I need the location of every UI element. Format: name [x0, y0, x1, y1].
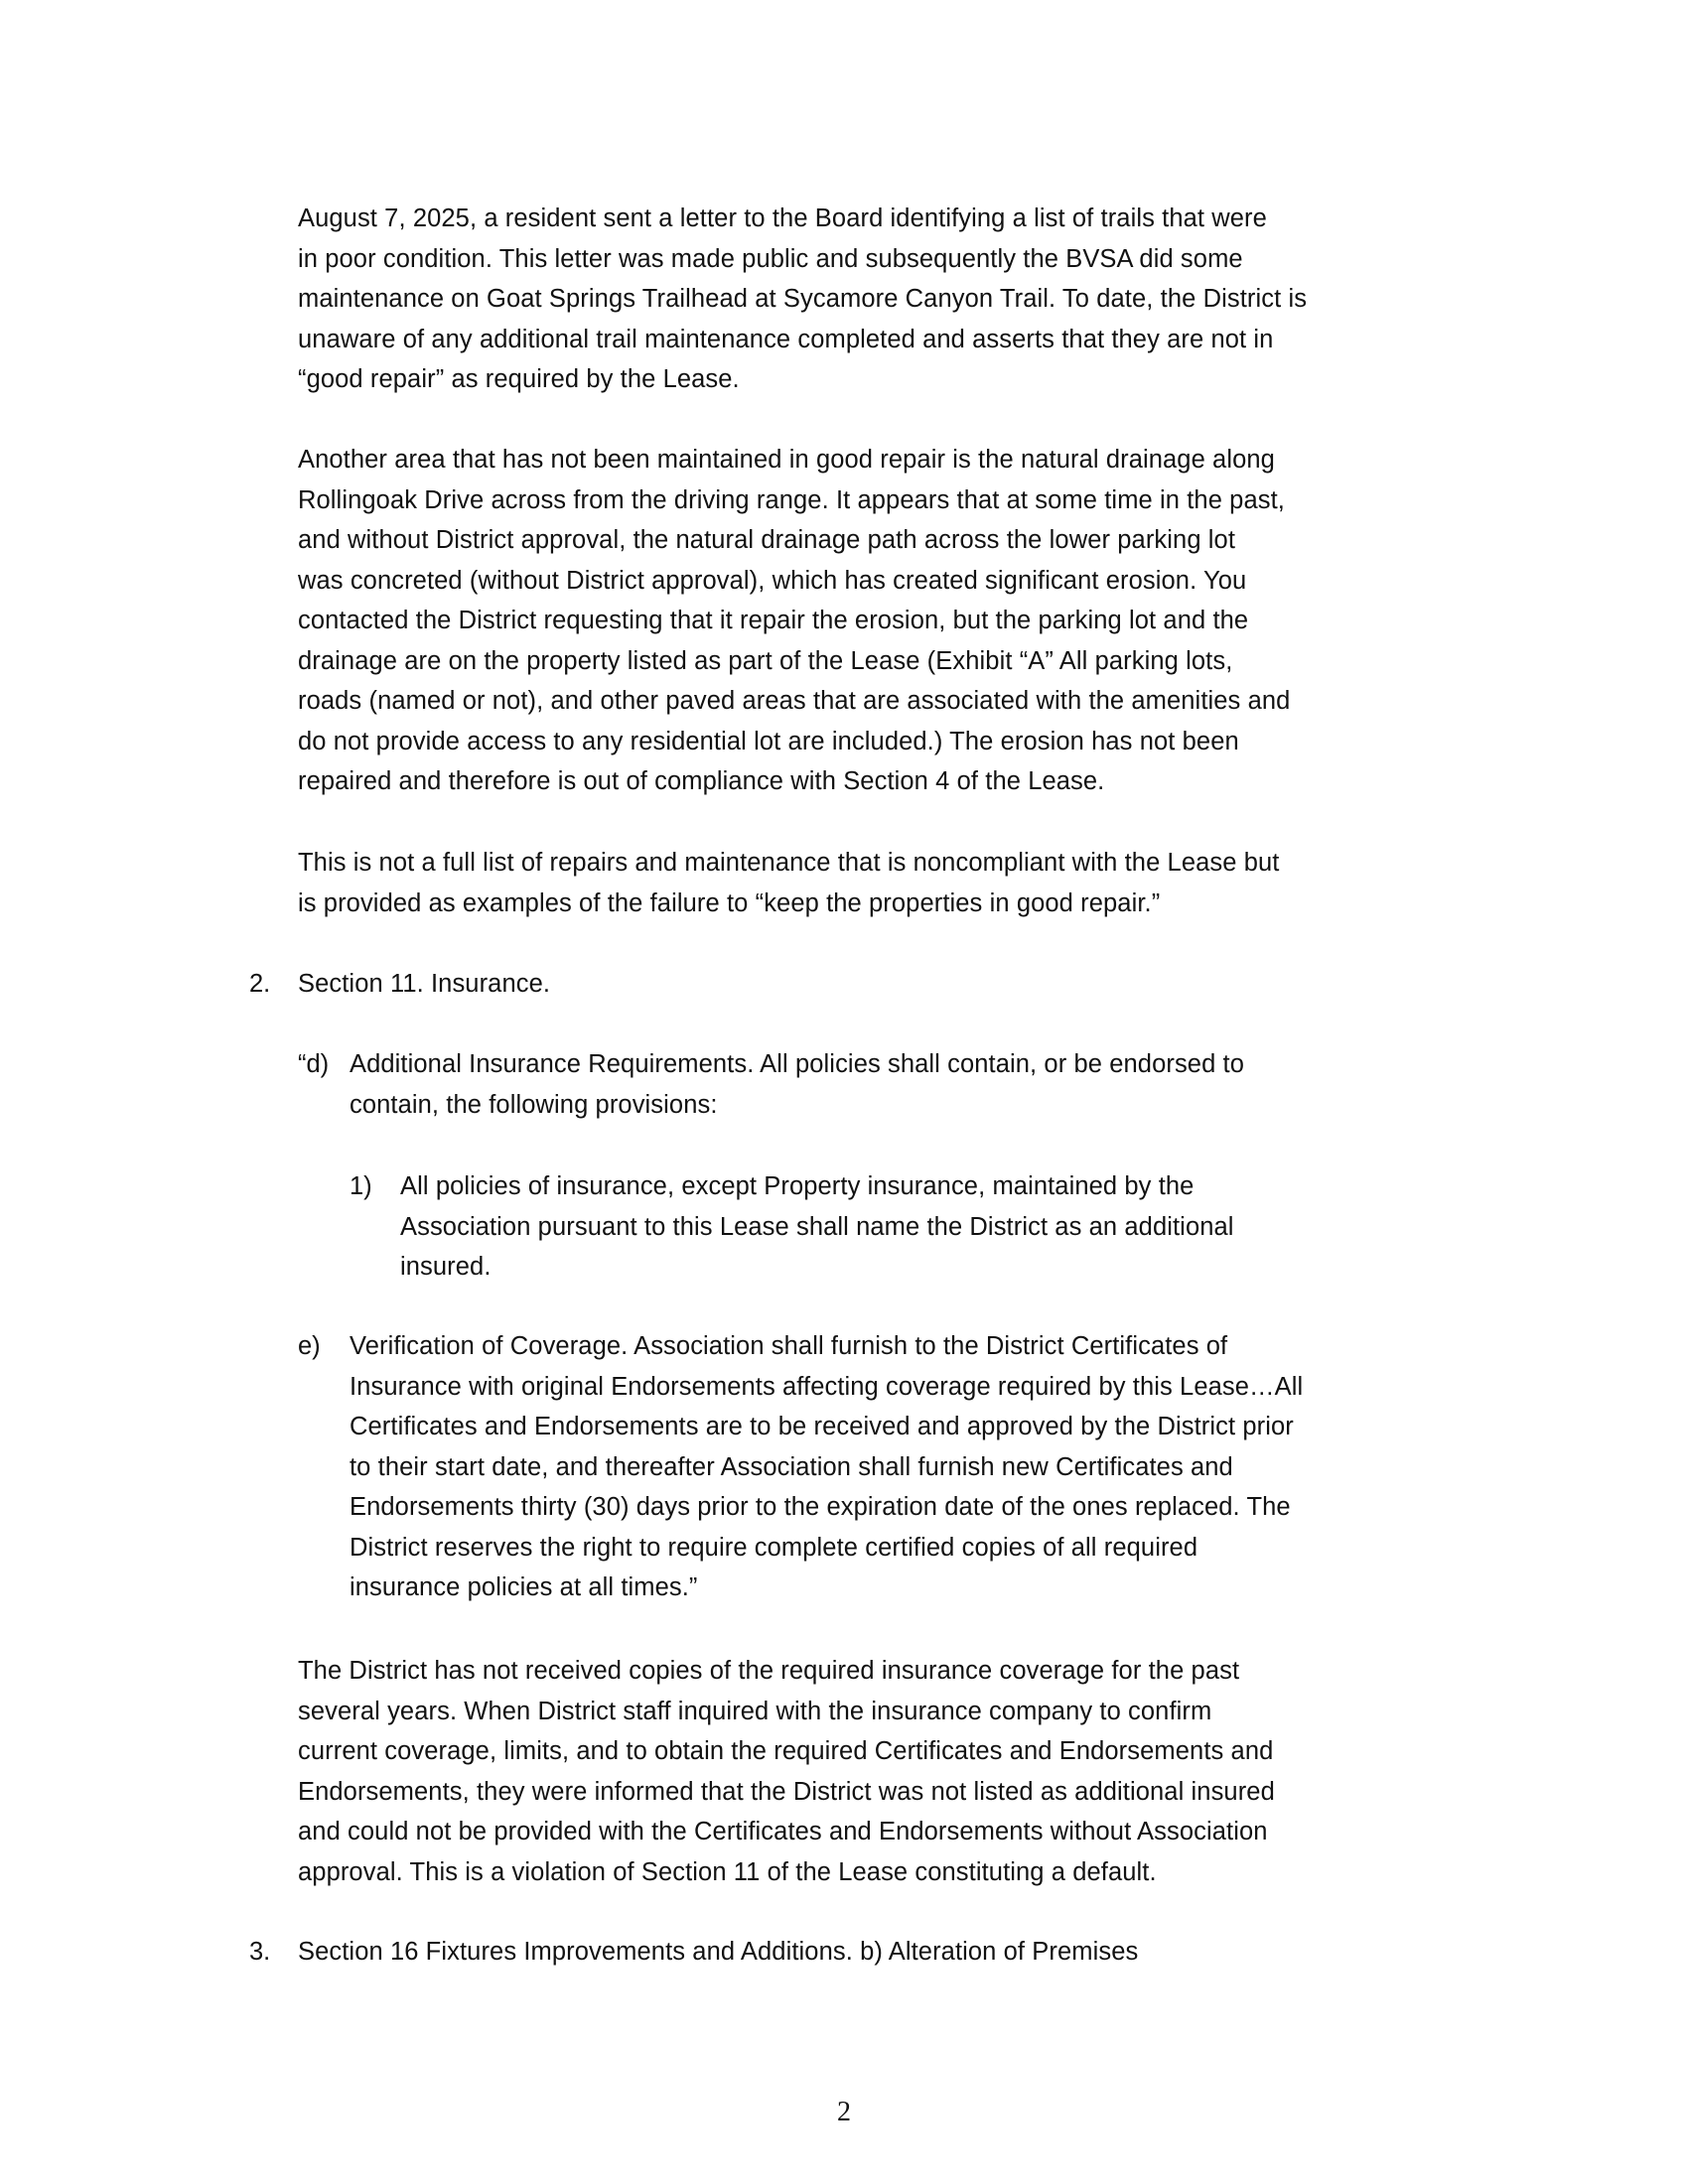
text-line: insured.	[400, 1253, 492, 1281]
section-2-title: Section 11. Insurance.	[298, 970, 551, 998]
clause-e-label: e)	[298, 1332, 321, 1360]
paragraph-summary	[298, 843, 1279, 923]
text-line: and could not be provided with the Certificates and Endorsements without Association	[298, 1818, 1268, 1845]
text-line: August 7, 2025, a resident sent a letter to the Board identifying a list of trails that were	[298, 205, 1267, 232]
page-number: 2	[837, 2097, 851, 2127]
paragraph-drainage	[298, 440, 1290, 802]
paragraph-insurance-finding	[298, 1651, 1275, 1892]
text-line: District reserves the right to require complete certified copies of all required	[350, 1533, 1198, 1562]
clause-d	[350, 1044, 1244, 1125]
text-line: “good repair” as required by the Lease.	[298, 365, 740, 393]
text-line: unaware of any additional trail maintenance completed and asserts that they are not in	[298, 325, 1274, 353]
section-2-number: 2.	[249, 970, 271, 998]
section-3-heading	[298, 1932, 1138, 1973]
text-line: to their start date, and thereafter Association shall furnish new Certificates and	[350, 1452, 1233, 1481]
item-1	[400, 1166, 1234, 1288]
clause-e	[350, 1326, 1303, 1608]
text-line: do not provide access to any residential lot are included.) The erosion has not been	[298, 727, 1239, 755]
text-line: contacted the District requesting that it repair the erosion, but the parking lot and the	[298, 607, 1249, 634]
text-line: Endorsements thirty (30) days prior to the expiration date of the ones replaced. The	[350, 1493, 1291, 1521]
clause-d-label: “d)	[298, 1050, 330, 1078]
text-line: approval. This is a violation of Section 11 of the Lease constituting a default.	[298, 1857, 1157, 1886]
text-line: current coverage, limits, and to obtain the required Certificates and Endorsements and	[298, 1737, 1274, 1765]
section-2-heading	[298, 964, 550, 1005]
text-line: is provided as examples of the failure to “keep the properties in good repair.”	[298, 888, 1161, 917]
text-line: was concreted (without District approval), which has created significant erosion. You	[298, 566, 1247, 595]
text-line: Endorsements, they were informed that the District was not listed as additional insured	[298, 1777, 1275, 1806]
text-line: maintenance on Goat Springs Trailhead at Sycamore Canyon Trail. To date, the District is	[298, 285, 1308, 313]
item-1-label: 1)	[350, 1172, 372, 1200]
text-line: roads (named or not), and other paved areas that are associated with the amenities and	[298, 687, 1291, 715]
text-line: drainage are on the property listed as part of the Lease (Exhibit “A” All parking lots,	[298, 646, 1233, 675]
text-line: Rollingoak Drive across from the driving range. It appears that at some time in the past,	[298, 485, 1285, 514]
text-line: The District has not received copies of the required insurance coverage for the past	[298, 1657, 1240, 1685]
paragraph-trails	[298, 199, 1307, 400]
text-line: Verification of Coverage. Association shall furnish to the District Certificates of	[350, 1332, 1228, 1360]
text-line: several years. When District staff inquired with the insurance company to confirm	[298, 1697, 1212, 1725]
text-line: All policies of insurance, except Property insurance, maintained by the	[400, 1172, 1195, 1200]
text-line: contain, the following provisions:	[350, 1090, 718, 1119]
text-line: Another area that has not been maintained in good repair is the natural drainage along	[298, 446, 1275, 474]
text-line: in poor condition. This letter was made public and subsequently the BVSA did some	[298, 244, 1243, 273]
text-line: insurance policies at all times.”	[350, 1573, 698, 1601]
text-line: Insurance with original Endorsements affecting coverage required by this Lease…All	[350, 1372, 1304, 1401]
text-line: and without District approval, the natural drainage path across the lower parking lot	[298, 526, 1236, 554]
section-3-title: Section 16 Fixtures Improvements and Additions. b) Alteration of Premises	[298, 1938, 1139, 1966]
text-line: Additional Insurance Requirements. All policies shall contain, or be endorsed to	[350, 1050, 1245, 1078]
section-3-number: 3.	[249, 1938, 271, 1966]
text-line: Certificates and Endorsements are to be received and approved by the District prior	[350, 1413, 1294, 1440]
text-line: Association pursuant to this Lease shall name the District as an additional	[400, 1212, 1234, 1241]
text-line: repaired and therefore is out of compliance with Section 4 of the Lease.	[298, 767, 1105, 795]
text-line: This is not a full list of repairs and maintenance that is noncompliant with the Lease but	[298, 849, 1280, 877]
